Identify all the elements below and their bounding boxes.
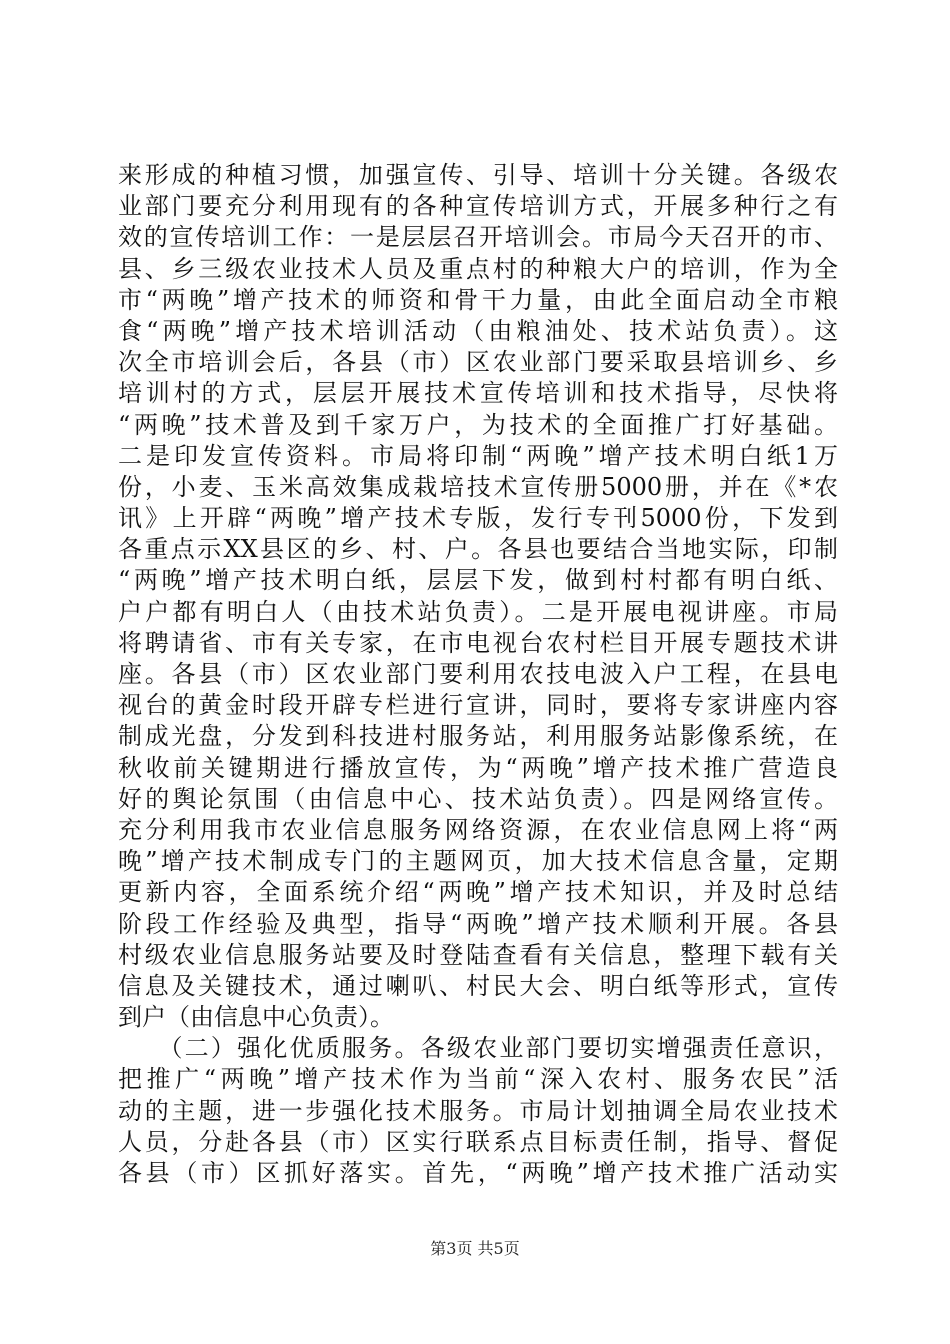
- body-text: [118, 160, 838, 1189]
- text-line: “两晚”技术普及到千家万户，为技术的全面推广打好基础。: [118, 410, 838, 439]
- text-line: 动的主题，进一步强化技术服务。市局计划抽调全局农业技术: [118, 1096, 838, 1125]
- text-line: 食“两晚”增产技术培训活动（由粮油处、技术站负责）。这: [118, 316, 838, 345]
- text-line: 制成光盘，分发到科技进村服务站，利用服务站影像系统，在: [118, 722, 838, 751]
- text-line: 视台的黄金时段开辟专栏进行宣讲，同时，要将专家讲座内容: [118, 691, 838, 720]
- text-line: 把推广“两晚”增产技术作为当前“深入农村、服务农民”活: [118, 1065, 838, 1094]
- text-line: 业部门要充分利用现有的各种宣传培训方式，开展多种行之有: [118, 192, 838, 221]
- text-line: 信息及关键技术，通过喇叭、村民大会、明白纸等形式，宣传: [118, 971, 838, 1000]
- text-line: 各重点示XX县区的乡、村、户。各县也要结合当地实际，印制: [118, 535, 838, 564]
- text-line: 秋收前关键期进行播放宣传，为“两晚”增产技术推广营造良: [118, 753, 838, 782]
- text-line: 将聘请省、市有关专家，在市电视台农村栏目开展专题技术讲: [118, 628, 838, 657]
- text-line: 人员，分赴各县（市）区实行联系点目标责任制，指导、督促: [118, 1127, 838, 1156]
- text-line: 份，小麦、玉米高效集成栽培技术宣传册5000册，并在《*农: [118, 472, 838, 501]
- text-line: 晚”增产技术制成专门的主题网页，加大技术信息含量，定期: [118, 847, 838, 876]
- text-line: 讯》上开辟“两晚”增产技术专版，发行专刊5000份，下发到: [118, 504, 838, 533]
- text-line: 更新内容，全面系统介绍“两晚”增产技术知识，并及时总结: [118, 878, 838, 907]
- text-line: 培训村的方式，层层开展技术宣传培训和技术指导，尽快将: [118, 379, 838, 408]
- text-line: 次全市培训会后，各县（市）区农业部门要采取县培训乡、乡: [118, 348, 838, 377]
- text-line: 座。各县（市）区农业部门要利用农技电波入户工程，在县电: [118, 660, 838, 688]
- text-line: 来形成的种植习惯，加强宣传、引导、培训十分关键。各级农: [118, 161, 838, 189]
- text-line: 县、乡三级农业技术人员及重点村的种粮大户的培训，作为全: [118, 254, 838, 283]
- text-line: 村级农业信息服务站要及时登陆查看有关信息，整理下载有关: [118, 940, 838, 969]
- text-line: （二）强化优质服务。各级农业部门要切实增强责任意识，: [118, 1034, 838, 1063]
- text-line: 到户（由信息中心负责）。: [118, 1003, 394, 1032]
- text-line: 户户都有明白人（由技术站负责）。二是开展电视讲座。市局: [118, 597, 838, 626]
- text-line: 二是印发宣传资料。市局将印制“两晚”增产技术明白纸1万: [118, 441, 838, 470]
- text-line: 市“两晚”增产技术的师资和骨干力量，由此全面启动全市粮: [118, 285, 838, 314]
- text-line: 各县（市）区抓好落实。首先，“两晚”增产技术推广活动实: [118, 1159, 838, 1187]
- text-line: “两晚”增产技术明白纸，层层下发，做到村村都有明白纸、: [118, 566, 838, 595]
- text-line: 充分利用我市农业信息服务网络资源，在农业信息网上将“两: [118, 815, 838, 844]
- text-line: 好的舆论氛围（由信息中心、技术站负责）。四是网络宣传。: [118, 784, 838, 813]
- text-line: 阶段工作经验及典型，指导“两晚”增产技术顺利开展。各县: [118, 909, 838, 938]
- page-footer: 第3页 共5页: [430, 1239, 520, 1258]
- text-line: 效的宣传培训工作：一是层层召开培训会。市局今天召开的市、: [118, 223, 838, 252]
